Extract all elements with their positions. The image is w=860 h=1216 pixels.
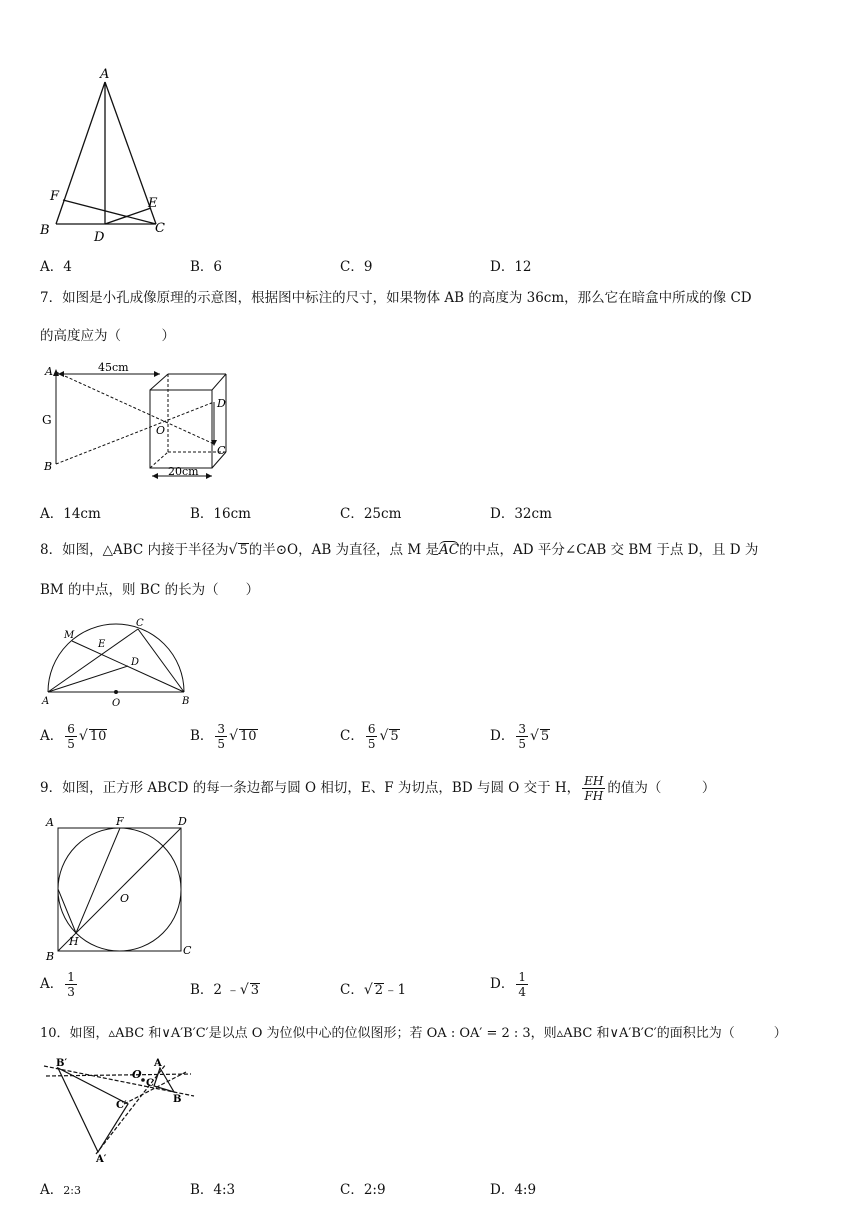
q7-option-b[interactable]: B．16cm: [190, 506, 251, 522]
q6-figure: [36, 64, 176, 244]
q9-label-b: B: [46, 950, 55, 962]
q10-label-b: B: [173, 1094, 182, 1105]
q8-label-b: B: [182, 696, 190, 707]
q9-option-a[interactable]: A． $\frac{1}{3}$: [40, 970, 75, 999]
q6-label-e: E: [148, 196, 158, 211]
q6-option-d[interactable]: D．12: [490, 259, 532, 275]
q9-option-d[interactable]: D． $\frac{1}{4}$: [490, 970, 526, 999]
q7-figure: [36, 360, 246, 488]
q8-option-a[interactable]: A． $\frac{6}{5}$ √ 10: [40, 722, 107, 751]
q6-label-d: D: [94, 230, 105, 244]
q10-label-ap: A′: [96, 1154, 107, 1165]
q6-option-a[interactable]: A．4: [40, 259, 72, 275]
q8-figure: [36, 612, 196, 710]
q6-option-b[interactable]: B．6: [190, 259, 223, 275]
q9-option-b[interactable]: B．2 ﹣√ 3: [190, 982, 260, 998]
q8-option-d[interactable]: D． $\frac{3}{5}$ √ 5: [490, 722, 550, 751]
q10-label-a: A: [154, 1058, 162, 1069]
q9-stem: 9．如图，正方形 ABCD 的每一条边都与圆 O 相切，E、F 为切点，BD 与圆 O 交于 H， $\frac{EH}{FH}$ 的值为（ ）: [40, 774, 716, 803]
q8-label-c: C: [136, 618, 144, 629]
q7-stem-line1: 7．如图是小孔成像原理的示意图，根据图中标注的尺寸，如果物体 AB 的高度为 36cm，那么它在暗盒中所成的像 CD: [40, 290, 752, 306]
q6-label-f: F: [50, 189, 60, 204]
q10-option-c[interactable]: C．2:9: [340, 1182, 386, 1198]
q7-option-c[interactable]: C．25cm: [340, 506, 402, 522]
q8-arc-ac: AC: [438, 542, 460, 558]
q7-stem-line2: 的高度应为（ ）: [40, 328, 175, 344]
q8-sqrt-value: 5: [239, 543, 248, 558]
q10-options: [40, 1178, 820, 1202]
q9-figure: [36, 812, 206, 962]
q10-option-a[interactable]: A．2:3: [40, 1182, 81, 1198]
q10-stem: 10．如图，▵ABC 和∨A′B′C′是以点 O 为位似中心的位似图形；若 OA : OA′ = 2 : 3，则▵ABC 和∨A′B′C′的面积比为（ ）: [40, 1026, 787, 1041]
q7-label-o: O: [156, 424, 166, 437]
q8-option-b[interactable]: B． $\frac{3}{5}$ √ 10: [190, 722, 257, 751]
q9-option-c[interactable]: C．√ 2﹣1: [340, 982, 407, 998]
q7-label-b: B: [44, 460, 53, 473]
q7-label-a: A: [45, 365, 53, 378]
q7-option-a[interactable]: A．14cm: [40, 506, 101, 522]
q6-label-b: B: [40, 223, 50, 238]
q8-label-a: A: [42, 696, 50, 707]
q6-label-a: A: [100, 67, 110, 82]
q6-option-c[interactable]: C．9: [340, 259, 373, 275]
q9-label-a: A: [46, 816, 54, 829]
q10-option-b[interactable]: B．4:3: [190, 1182, 236, 1198]
q8-label-m: M: [64, 630, 75, 641]
q7-label-g: G: [42, 413, 52, 427]
q9-label-o: O: [120, 892, 130, 905]
q10-label-cp: C′: [116, 1100, 127, 1111]
q9-fraction: $\frac{EH}{FH}$: [584, 774, 604, 803]
q10-figure: [36, 1056, 206, 1166]
q7-label-20cm: 20cm: [168, 465, 199, 478]
q7-options: [40, 502, 820, 526]
q7-label-d: D: [217, 397, 226, 410]
q10-label-o: O: [132, 1068, 142, 1081]
q9-label-d: D: [178, 815, 187, 828]
q7-label-45cm: 45cm: [98, 361, 129, 374]
q9-options: [40, 970, 820, 1010]
q10-label-bp: B′: [56, 1058, 68, 1069]
q10-label-c: C: [146, 1078, 154, 1089]
q7-option-d[interactable]: D．32cm: [490, 506, 552, 522]
q8-options: [40, 722, 820, 762]
q6-options: [40, 255, 820, 279]
q8-stem-line1: 8．如图，△ABC 内接于半径为√ 5的半⊙O，AB 为直径，点 M 是AC的中点，AD 平分∠CAB 交 BM 于点 D，且 D 为: [40, 542, 759, 558]
q8-label-o: O: [112, 698, 121, 709]
q10-option-d[interactable]: D．4:9: [490, 1182, 537, 1198]
q6-label-c: C: [155, 221, 165, 236]
q9-label-f: F: [116, 815, 124, 828]
q9-label-c: C: [183, 944, 192, 957]
q7-label-c: C: [217, 444, 226, 457]
q8-label-e: E: [98, 639, 106, 650]
q8-option-c[interactable]: C． $\frac{6}{5}$ √ 5: [340, 722, 399, 751]
q9-label-h: H: [69, 935, 79, 948]
q8-stem-line2: BM 的中点，则 BC 的长为（ ）: [40, 582, 260, 598]
q8-label-d: D: [131, 657, 140, 668]
